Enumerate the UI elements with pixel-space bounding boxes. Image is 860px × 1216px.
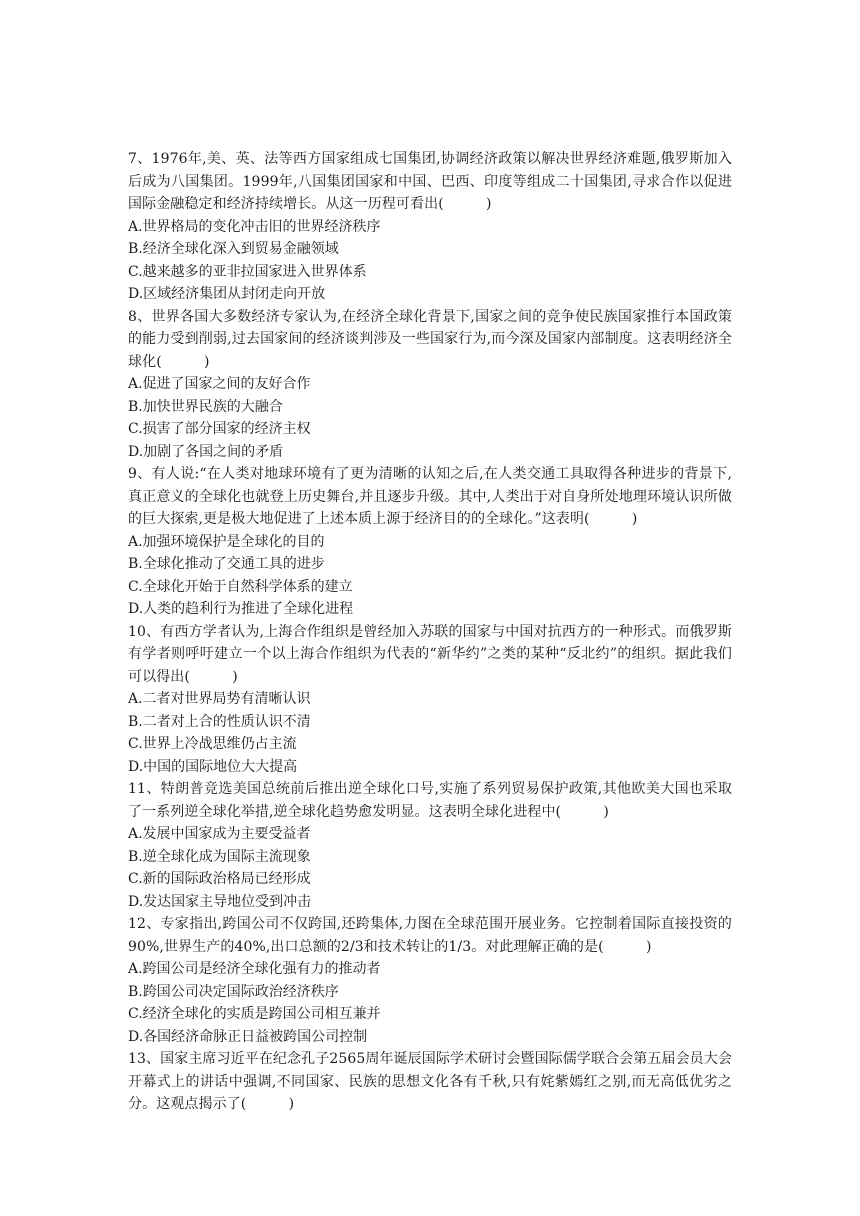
question-8 [128, 306, 732, 464]
option-d: D.各国经济命脉正日益被跨国公司控制 [128, 1028, 368, 1045]
option-a: A.跨国公司是经济全球化强有力的推动者 [128, 961, 381, 977]
question-stem: 8、世界各国大多数经济专家认为,在经济全球化背景下,国家之间的竞争使民族国家推行本国政策的能力受到削弱,过去国家间的经济谈判涉及一些国家行为,而今深及国家内部制度。这表明经济全球化( ) [128, 308, 732, 370]
document-page [128, 148, 732, 1116]
option-c: C.越来越多的亚非拉国家进入世界体系 [128, 263, 367, 280]
question-stem: 13、国家主席习近平在纪念孔子2565周年诞辰国际学术研讨会暨国际儒学联合会第五届会员大会开幕式上的讲话中强调,不同国家、民族的思想文化各有千秋,只有姹紫嫣红之别,而无高低优劣之分。这观点揭示了( ) [128, 1051, 732, 1112]
question-stem: 10、有西方学者认为,上海合作组织是曾经加入苏联的国家与中国对抗西方的一种形式。而俄罗斯有学者则呼吁建立一个以上海合作组织为代表的“新华约”之类的某种“反北约”的组织。据此我们可以得出( ) [128, 623, 732, 685]
option-d: D.加剧了各国之间的矛盾 [128, 443, 284, 460]
question-stem: 12、专家指出,跨国公司不仅跨国,还跨集体,力图在全球范围开展业务。它控制着国际直接投资的90%,世界生产的40%,出口总额的2/3和技术转让的1/3。对此理解正确的是( ) [128, 916, 732, 955]
question-stem: 9、有人说:“在人类对地球环境有了更为清晰的认知之后,在人类交通工具取得各种进步的背景下,真正意义的全球化也就登上历史舞台,并且逐步升级。其中,人类出于对自身所处地理环境认识所做的巨大探索,更是极大地促进了上述本质上源于经济目的的全球化。”这表明( ) [128, 466, 732, 527]
question-stem: 7、1976年,美、英、法等西方国家组成七国集团,协调经济政策以解决世界经济难题,俄罗斯加入后成为八国集团。1999年,八国集团国家和中国、巴西、印度等组成二十国集团,寻求合作以促进国际金融稳定和经济持续增长。从这一历程可看出( ) [128, 151, 732, 212]
question-11 [128, 778, 732, 913]
option-b: B.全球化推动了交通工具的进步 [128, 556, 325, 572]
question-13 [128, 1048, 732, 1116]
option-a: A.促进了国家之间的友好合作 [128, 376, 311, 392]
question-10 [128, 621, 732, 779]
option-a: A.发展中国家成为主要受益者 [128, 826, 311, 842]
option-a: A.二者对世界局势有清晰认识 [128, 691, 311, 707]
option-d: D.发达国家主导地位受到冲击 [128, 893, 312, 910]
option-d: D.区域经济集团从封闭走向开放 [128, 286, 326, 302]
option-d: D.中国的国际地位大大提高 [128, 758, 298, 775]
question-12 [128, 913, 732, 1048]
option-b: B.逆全球化成为国际主流现象 [128, 848, 311, 865]
option-b: B.加快世界民族的大融合 [128, 398, 283, 415]
question-7 [128, 148, 732, 306]
option-c: C.损害了部分国家的经济主权 [128, 421, 311, 437]
option-c: C.新的国际政治格局已经形成 [128, 871, 311, 887]
question-9 [128, 463, 732, 621]
option-b: B.经济全球化深入到贸易金融领域 [128, 241, 339, 257]
option-a: A.世界格局的变化冲击旧的世界经济秩序 [128, 218, 381, 235]
option-b: B.二者对上合的性质认识不清 [128, 713, 311, 730]
option-c: C.经济全球化的实质是跨国公司相互兼并 [128, 1006, 381, 1022]
option-a: A.加强环境保护是全球化的目的 [128, 533, 325, 550]
question-stem: 11、特朗普竞选美国总统前后推出逆全球化口号,实施了系列贸易保护政策,其他欧美大国也采取了一系列逆全球化举措,逆全球化趋势愈发明显。这表明全球化进程中( ) [128, 781, 732, 820]
option-b: B.跨国公司决定国际政治经济秩序 [128, 983, 339, 1000]
option-d: D.人类的趋利行为推进了全球化进程 [128, 601, 354, 617]
option-c: C.世界上冷战思维仍占主流 [128, 736, 297, 752]
option-c: C.全球化开始于自然科学体系的建立 [128, 578, 353, 595]
